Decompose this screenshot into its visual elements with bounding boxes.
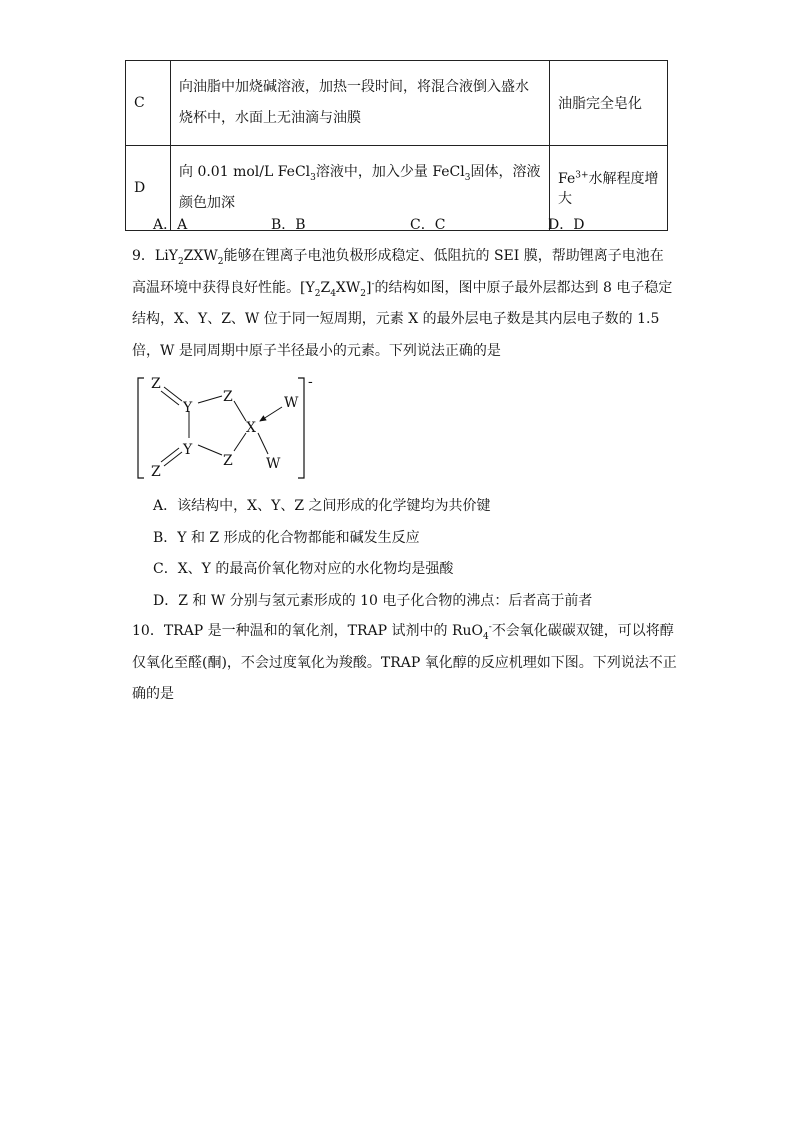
atom-z: Z [151,376,161,392]
atom-z: Z [223,453,233,469]
bond [161,391,179,405]
choice-d: D．D [548,217,585,233]
operation-cell: 向 0.01 mol/L FeCl$_3$溶液中，加入少量 FeCl$_3$固体，溶液颜色加深 [171,146,550,231]
atom-w: W [266,456,281,472]
left-bracket [138,378,144,478]
experiment-table [125,60,668,231]
table-row [126,61,668,146]
bond [164,452,182,466]
row-label: C [126,61,171,146]
right-bracket [298,378,304,478]
row-label: D [126,146,171,231]
atom-w: W [284,395,299,411]
conclusion-cell: 油脂完全皂化 [550,61,668,146]
charge-sign: - [308,374,313,390]
q9-option-b: B．Y 和 Z 形成的化合物都能和碱发生反应 [153,530,420,546]
operation-cell: 向油脂中加烧碱溶液，加热一段时间，将混合液倒入盛水烧杯中，水面上无油滴与油膜 [171,61,550,146]
choice-b: B．B [271,217,306,233]
bond [164,387,182,401]
atom-y: Y [183,400,193,416]
q8-choices [153,214,673,234]
q9-option-a: A．该结构中，X、Y、Z 之间形成的化学键均为共价键 [153,498,491,514]
bond [198,396,222,403]
bond [198,445,222,455]
q9-option-c: C．X、Y 的最高价氧化物对应的水化物均是强酸 [153,561,454,577]
bond [161,448,179,462]
bond [234,401,246,421]
anion-structure-diagram [130,370,330,485]
atom-y: Y [183,442,193,458]
bond [234,433,246,451]
question-10-stem: 10．TRAP 是一种温和的氧化剂，TRAP 试剂中的 RuO$_4$-不会氧化碳碳双键，可以将醇仅氧化至醛(酮)，不会过度氧化为羧酸。TRAP 氧化醇的反应机理如下图。下列说法不正确的是 [132,622,677,702]
atom-z: Z [223,389,233,405]
coordinate-bond-arrow [260,407,282,421]
choice-a: A．A [153,217,188,233]
atom-x: X [246,420,256,436]
bond [258,433,268,454]
choice-c: C．C [410,217,446,233]
atom-z: Z [151,464,161,480]
question-9-stem: 9．$LiY_2ZXW_2$能够在锂离子电池负极形成稳定、低阻抗的 SEI 膜，帮助锂离子电池在高温环境中获得良好性能。$[Y_2Z_4XW_2]^-$的结构如图，图中原子最外层都达到 8 电子稳定结构，X、Y、Z、W 位于同一短周期，元素 X 的最外层电子数是其内层电子数的 1.5 倍，W 是同周期中原子半径最小的元素。下列说法正确的是 [132,248,673,359]
conclusion-cell: $Fe^{3+}$水解程度增大 [550,146,668,231]
q9-option-d: D．Z 和 W 分别与氢元素形成的 10 电子化合物的沸点：后者高于前者 [153,593,593,609]
